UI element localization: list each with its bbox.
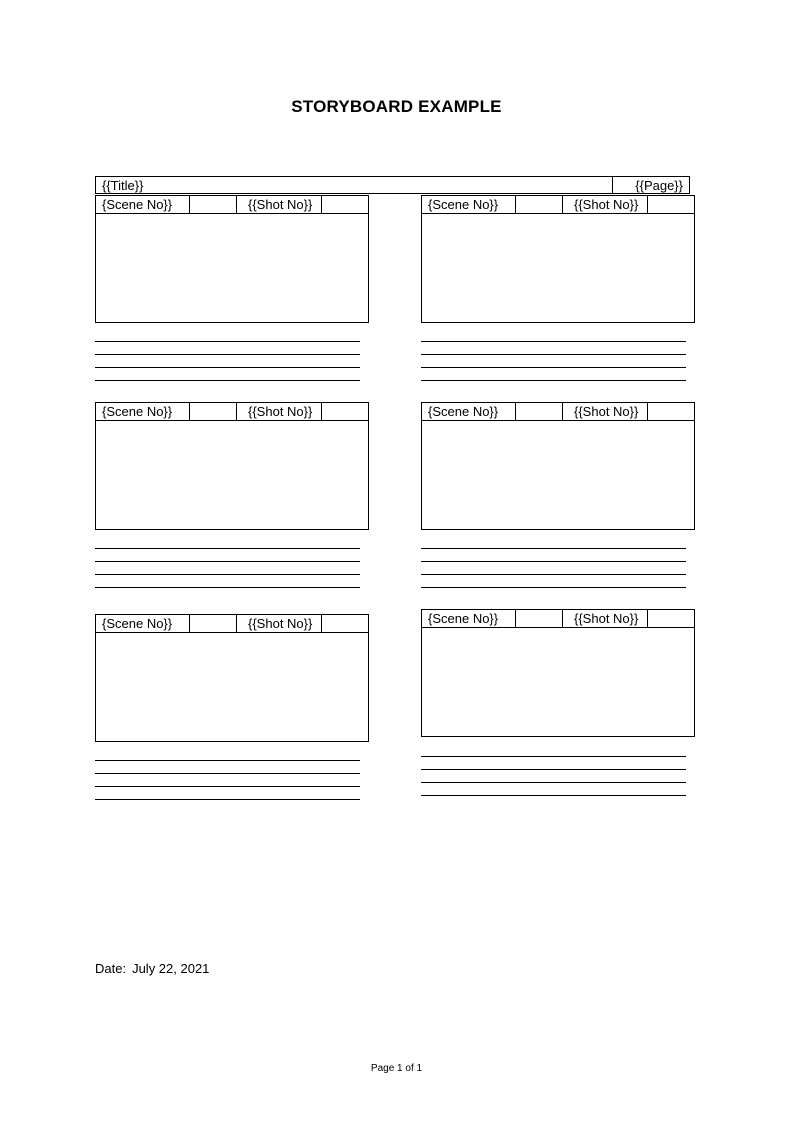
note-line bbox=[421, 341, 686, 342]
notes-lines bbox=[421, 341, 686, 393]
notes-lines bbox=[421, 548, 686, 600]
note-line bbox=[421, 574, 686, 575]
page-number: Page 1 of 1 bbox=[370, 1063, 423, 1074]
panel-header bbox=[95, 614, 369, 633]
panel-frame bbox=[95, 214, 369, 323]
shot-no-value-cell bbox=[647, 196, 696, 213]
note-line bbox=[95, 341, 360, 342]
note-line bbox=[95, 561, 360, 562]
note-line bbox=[95, 587, 360, 588]
scene-no-value-cell bbox=[189, 403, 237, 420]
storyboard-panel bbox=[95, 402, 369, 530]
note-line bbox=[95, 574, 360, 575]
page-field: {{Page}} bbox=[635, 178, 683, 193]
scene-no-value-cell bbox=[189, 196, 237, 213]
panel-header bbox=[95, 195, 369, 214]
storyboard-panel bbox=[95, 195, 369, 323]
note-line bbox=[421, 769, 686, 770]
note-line bbox=[95, 548, 360, 549]
panel-frame bbox=[95, 633, 369, 742]
note-line bbox=[95, 773, 360, 774]
shot-no-value-cell bbox=[321, 196, 370, 213]
document-title: STORYBOARD EXAMPLE bbox=[291, 97, 502, 116]
note-line bbox=[421, 795, 686, 796]
note-line bbox=[421, 561, 686, 562]
panel-frame bbox=[421, 628, 695, 737]
panel-header bbox=[421, 402, 695, 421]
shot-no-label: {{Shot No}} bbox=[248, 404, 313, 419]
note-line bbox=[95, 786, 360, 787]
scene-no-value-cell bbox=[515, 403, 563, 420]
note-line bbox=[421, 380, 686, 381]
shot-no-label: {{Shot No}} bbox=[574, 404, 639, 419]
date-label: Date: bbox=[95, 961, 127, 976]
shot-no-label: {{Shot No}} bbox=[574, 197, 639, 212]
panel-header bbox=[421, 195, 695, 214]
notes-lines bbox=[95, 548, 360, 600]
panel-frame bbox=[421, 421, 695, 530]
shot-no-value-cell bbox=[647, 403, 696, 420]
note-line bbox=[421, 587, 686, 588]
scene-no-value-cell bbox=[515, 196, 563, 213]
shot-no-label: {{Shot No}} bbox=[574, 611, 639, 626]
panel-frame bbox=[95, 421, 369, 530]
note-line bbox=[421, 548, 686, 549]
shot-no-value-cell bbox=[647, 610, 696, 627]
note-line bbox=[421, 782, 686, 783]
scene-no-label: {Scene No}} bbox=[428, 404, 499, 419]
scene-no-value-cell bbox=[189, 615, 237, 632]
storyboard-panel bbox=[421, 402, 695, 530]
scene-no-value-cell bbox=[515, 610, 563, 627]
shot-no-value-cell bbox=[321, 403, 370, 420]
title-bar bbox=[95, 176, 690, 194]
date-value: July 22, 2021 bbox=[132, 961, 210, 976]
panel-header bbox=[95, 402, 369, 421]
notes-lines bbox=[421, 756, 686, 808]
notes-lines bbox=[95, 341, 360, 393]
scene-no-label: {Scene No}} bbox=[428, 611, 499, 626]
storyboard-panel bbox=[95, 614, 369, 742]
note-line bbox=[95, 367, 360, 368]
title-field: {{Title}} bbox=[102, 178, 144, 193]
page-field-cell bbox=[612, 177, 689, 193]
shot-no-label: {{Shot No}} bbox=[248, 616, 313, 631]
scene-no-label: {Scene No}} bbox=[102, 197, 173, 212]
panel-frame bbox=[421, 214, 695, 323]
notes-lines bbox=[95, 760, 360, 812]
date-row bbox=[95, 961, 209, 976]
note-line bbox=[421, 354, 686, 355]
note-line bbox=[421, 756, 686, 757]
storyboard-panel bbox=[421, 195, 695, 323]
note-line bbox=[95, 799, 360, 800]
shot-no-label: {{Shot No}} bbox=[248, 197, 313, 212]
scene-no-label: {Scene No}} bbox=[102, 616, 173, 631]
storyboard-panel bbox=[421, 609, 695, 737]
note-line bbox=[95, 380, 360, 381]
note-line bbox=[95, 760, 360, 761]
panel-header bbox=[421, 609, 695, 628]
scene-no-label: {Scene No}} bbox=[428, 197, 499, 212]
note-line bbox=[421, 367, 686, 368]
note-line bbox=[95, 354, 360, 355]
shot-no-value-cell bbox=[321, 615, 370, 632]
scene-no-label: {Scene No}} bbox=[102, 404, 173, 419]
